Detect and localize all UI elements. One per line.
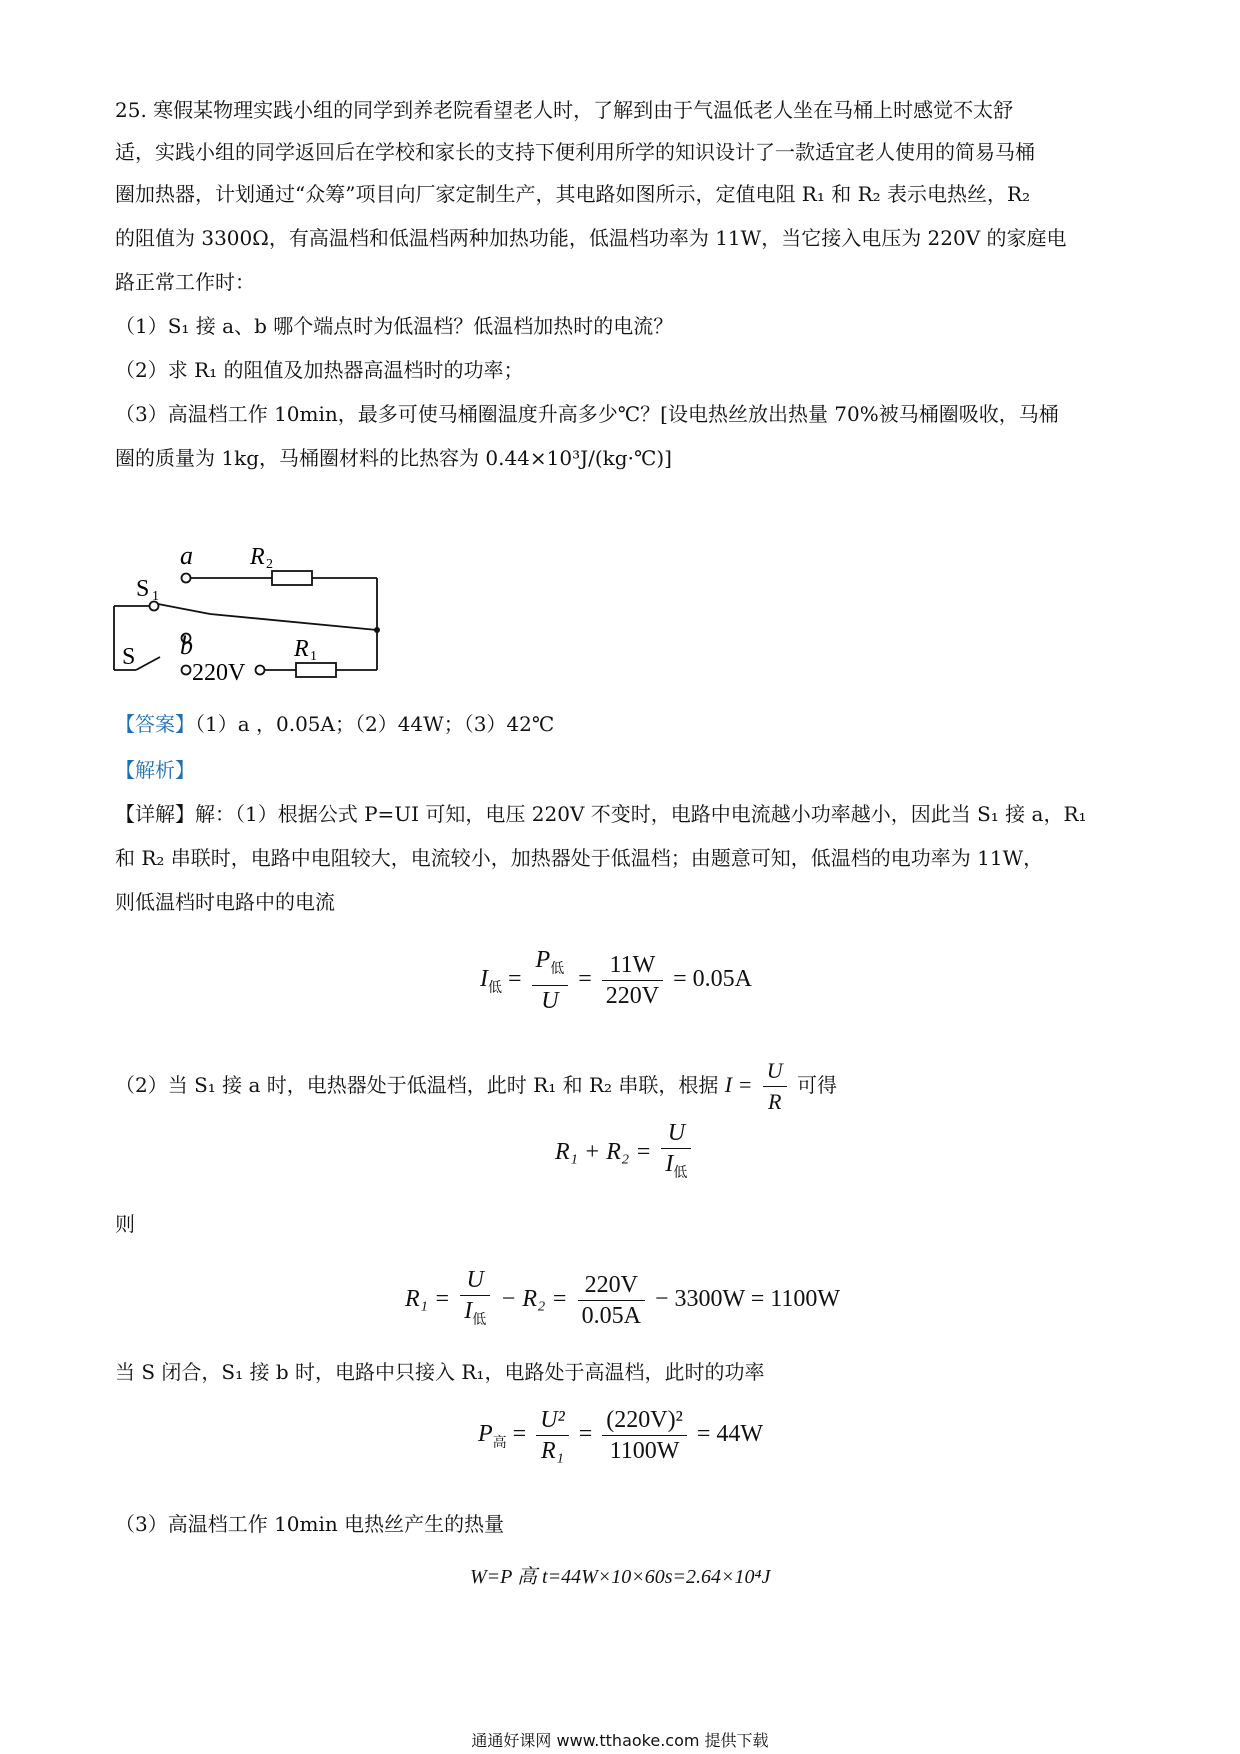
answer-tag: 【答案】 (115, 712, 195, 736)
r2-label-sub: 2 (266, 557, 273, 572)
equation-series-resistance: R₁ + R₂ = $\frac{U}{I_低}$ (555, 1118, 695, 1189)
problem-line-3: 圈加热器，计划通过“众筹”项目向厂家定制生产，其电路如图所示，定值电阻 R₁ 和 R₂ 表示电热丝，R₂ (115, 182, 1031, 206)
question-1: （1）S₁ 接 a、b 哪个端点时为低温档？低温档加热时的电流？ (115, 314, 674, 338)
problem-line-5: 路正常工作时： (115, 270, 255, 294)
detail-text-1: 解：（1）根据公式 P=UI 可知，电压 220V 不变时，电路中电流越小功率越小，因此当 S₁ 接 a，R₁ (195, 802, 1087, 826)
terminal-a-label: a (180, 541, 193, 570)
answer-line (115, 710, 1135, 738)
problem-line-4: 的阻值为 3300Ω，有高温档和低温档两种加热功能，低温档功率为 11W，当它接入电压为 220V 的家庭电 (115, 226, 1067, 250)
s1-label-sub: 1 (152, 589, 159, 604)
equation-current-low: $I_低$ = $\frac{P_低}{U}$ = $\frac{11W}{220V}$ = 0.05A (480, 947, 752, 1014)
equation-heat: W=P 高 t=44W×10×60s=2.64×10⁴J (470, 1566, 771, 1588)
s-label: S (122, 644, 136, 670)
terminal-b-label: b (180, 631, 193, 660)
circuit-diagram (100, 530, 400, 690)
then-text: 则 (115, 1212, 135, 1236)
resistor-r2 (272, 571, 312, 585)
detail-line-2: 和 R₂ 串联时，电路中电阻较大，电流较小，加热器处于低温档；由题意可知，低温档的电功率为 11W， (115, 846, 1044, 870)
equation-power-high: $P_高$ = $\frac{\text{U²}}{\text{R₁}}$ = $\frac{\text{(220V)²}}{1100W}$ = 44W (478, 1407, 763, 1464)
question-3-line-1: （3）高温档工作 10min，最多可使马桶圈温度升高多少℃？[设电热丝放出热量 70%被马桶圈吸收，马桶 (115, 402, 1059, 426)
analysis-tag: 【解析】 (115, 758, 195, 782)
problem-line-2: 适，实践小组的同学返回后在学校和家长的支持下便利用所学的知识设计了一款适宜老人使用的简易马桶 (115, 140, 1035, 164)
detail-part-2b: 当 S 闭合，S₁ 接 b 时，电路中只接入 R₁，电路处于高温档，此时的功率 (115, 1360, 765, 1384)
problem-line-1: 25. 寒假某物理实践小组的同学到养老院看望老人时，了解到由于气温低老人坐在马桶上时感觉不太舒 (115, 98, 1014, 122)
detail-part-2-line: （2）当 S₁ 接 a 时，电热器处于低温档，此时 R₁ 和 R₂ 串联，根据 I = $\frac{U}{R}$ 可得 (115, 1058, 838, 1114)
question-2: （2）求 R₁ 的阻值及加热器高温档时的功率； (115, 358, 524, 382)
voltage-label: 220V (192, 660, 246, 686)
s1-label: S (136, 576, 150, 602)
detail-line-1 (115, 800, 1135, 828)
detail-tag: 【详解】 (115, 802, 195, 826)
footer-text: 通通好课网 www.tthaoke.com 提供下载 (471, 1731, 769, 1750)
r1-label: R (294, 636, 309, 662)
detail-part-3: （3）高温档工作 10min 电热丝产生的热量 (115, 1512, 505, 1536)
detail-line-3: 则低温档时电路中的电流 (115, 890, 335, 914)
equation-r1-value: R₁ = $\frac{U}{I_低}$ − R₂ = $\frac{220V}{0.05A}$ − 3300W = 1100W (405, 1267, 841, 1329)
r2-label: R (250, 544, 265, 570)
question-3-line-2: 圈的质量为 1kg，马桶圈材料的比热容为 0.44×10³J/(kg·℃)] (115, 446, 672, 470)
resistor-r1 (296, 663, 336, 677)
answer-text: （1）a ，0.05A；（2）44W；（3）42℃ (195, 712, 555, 736)
r1-label-sub: 1 (310, 649, 317, 664)
